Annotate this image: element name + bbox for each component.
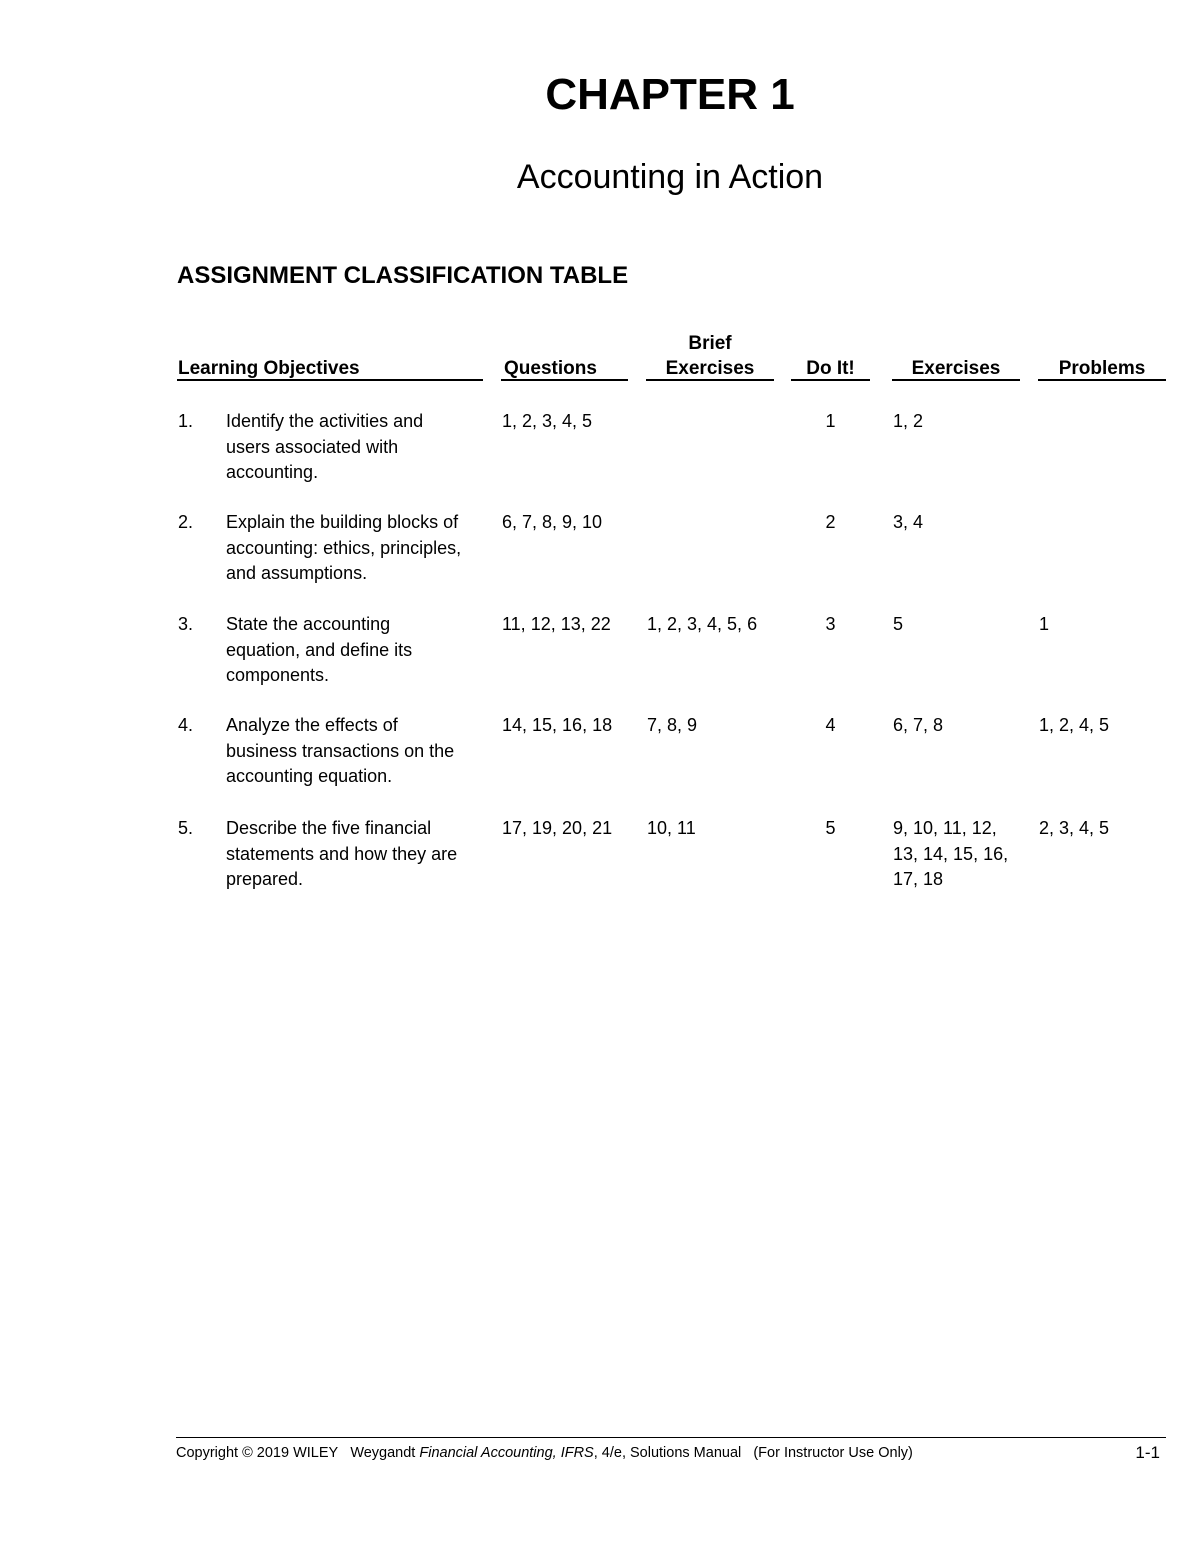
cell-questions: 6, 7, 8, 9, 10 <box>502 512 603 532</box>
cell-objective <box>226 612 412 689</box>
header-problems: Problems <box>1058 358 1146 379</box>
cell-line: prepared. <box>226 869 304 889</box>
cell-line: components. <box>226 665 330 685</box>
cell-exercises <box>893 409 923 435</box>
page-number: 1-1 <box>1135 1443 1160 1462</box>
cell-problems: 1 <box>1039 614 1050 634</box>
cell-questions: 1, 2, 3, 4, 5 <box>502 411 593 431</box>
header-questions: Questions <box>504 358 597 379</box>
cell-exercises <box>893 713 943 739</box>
cell-line: Explain the building blocks of <box>226 512 459 532</box>
footer-rule <box>176 1437 1166 1438</box>
cell-line: Analyze the effects of <box>226 715 398 735</box>
cell-line: Identify the activities and <box>226 411 424 431</box>
cell-brief: 10, 11 <box>647 818 696 838</box>
header-brief-line2: Exercises <box>665 358 755 379</box>
header-rule <box>646 379 774 381</box>
footer-edition: , 4/e, Solutions Manual <box>593 1445 742 1461</box>
cell-do-it: 3 <box>825 614 836 634</box>
cell-line: statements and how they are <box>226 843 458 864</box>
header-rule <box>791 379 870 381</box>
cell-questions: 17, 19, 20, 21 <box>502 818 613 838</box>
cell-do-it: 1 <box>825 411 836 431</box>
header-brief-line1: Brief <box>688 333 732 354</box>
footer-author: Weygandt <box>350 1445 416 1461</box>
cell-num: 5. <box>178 818 194 838</box>
section-heading: ASSIGNMENT CLASSIFICATION TABLE <box>177 262 629 289</box>
chapter-subtitle: Accounting in Action <box>516 158 824 196</box>
cell-do-it: 4 <box>825 715 836 735</box>
cell-line: equation, and define its <box>226 639 413 660</box>
cell-line: State the accounting <box>226 614 391 634</box>
cell-line: 1, 2 <box>893 411 924 431</box>
cell-exercises <box>893 816 1008 893</box>
header-rule <box>177 379 483 381</box>
cell-line: 3, 4 <box>893 512 924 532</box>
cell-line: 9, 10, 11, 12, <box>893 818 997 838</box>
footer-book-title: Financial Accounting, IFRS <box>419 1445 594 1461</box>
cell-line: Describe the five financial <box>226 818 432 838</box>
footer-note: (For Instructor Use Only) <box>753 1445 913 1461</box>
cell-questions: 11, 12, 13, 22 <box>502 614 611 634</box>
cell-do-it: 2 <box>825 512 836 532</box>
cell-problems: 1, 2, 4, 5 <box>1039 715 1110 735</box>
cell-objective <box>226 713 454 790</box>
footer-text <box>176 1445 913 1461</box>
cell-objective <box>226 816 457 893</box>
cell-exercises <box>893 510 923 536</box>
cell-objective <box>226 409 423 486</box>
cell-line: 6, 7, 8 <box>893 715 944 735</box>
header-rule <box>892 379 1020 381</box>
cell-line: accounting equation. <box>226 766 393 786</box>
cell-num: 4. <box>178 715 194 735</box>
cell-do-it: 5 <box>825 818 836 838</box>
cell-line: and assumptions. <box>226 563 368 583</box>
cell-num: 1. <box>178 411 194 431</box>
header-rule <box>1038 379 1166 381</box>
cell-line: 5 <box>893 614 904 634</box>
cell-line: 17, 18 <box>893 869 944 889</box>
cell-line: business transactions on the <box>226 740 455 761</box>
cell-exercises <box>893 612 903 638</box>
cell-line: accounting: ethics, principles, <box>226 537 462 558</box>
cell-brief: 1, 2, 3, 4, 5, 6 <box>647 614 758 634</box>
header-rule <box>501 379 628 381</box>
cell-num: 3. <box>178 614 194 634</box>
cell-questions: 14, 15, 16, 18 <box>502 715 613 735</box>
cell-line: 13, 14, 15, 16, <box>893 843 1009 864</box>
cell-line: accounting. <box>226 462 319 482</box>
header-do-it: Do It! <box>806 358 855 379</box>
header-learning-objectives: Learning Objectives <box>178 358 360 379</box>
header-exercises: Exercises <box>911 358 1001 379</box>
footer-copyright: Copyright © 2019 WILEY <box>176 1445 339 1461</box>
cell-objective <box>226 510 461 587</box>
chapter-title: CHAPTER 1 <box>545 70 795 119</box>
cell-num: 2. <box>178 512 194 532</box>
cell-line: users associated with <box>226 436 399 457</box>
cell-problems: 2, 3, 4, 5 <box>1039 818 1110 838</box>
cell-brief: 7, 8, 9 <box>647 715 698 735</box>
